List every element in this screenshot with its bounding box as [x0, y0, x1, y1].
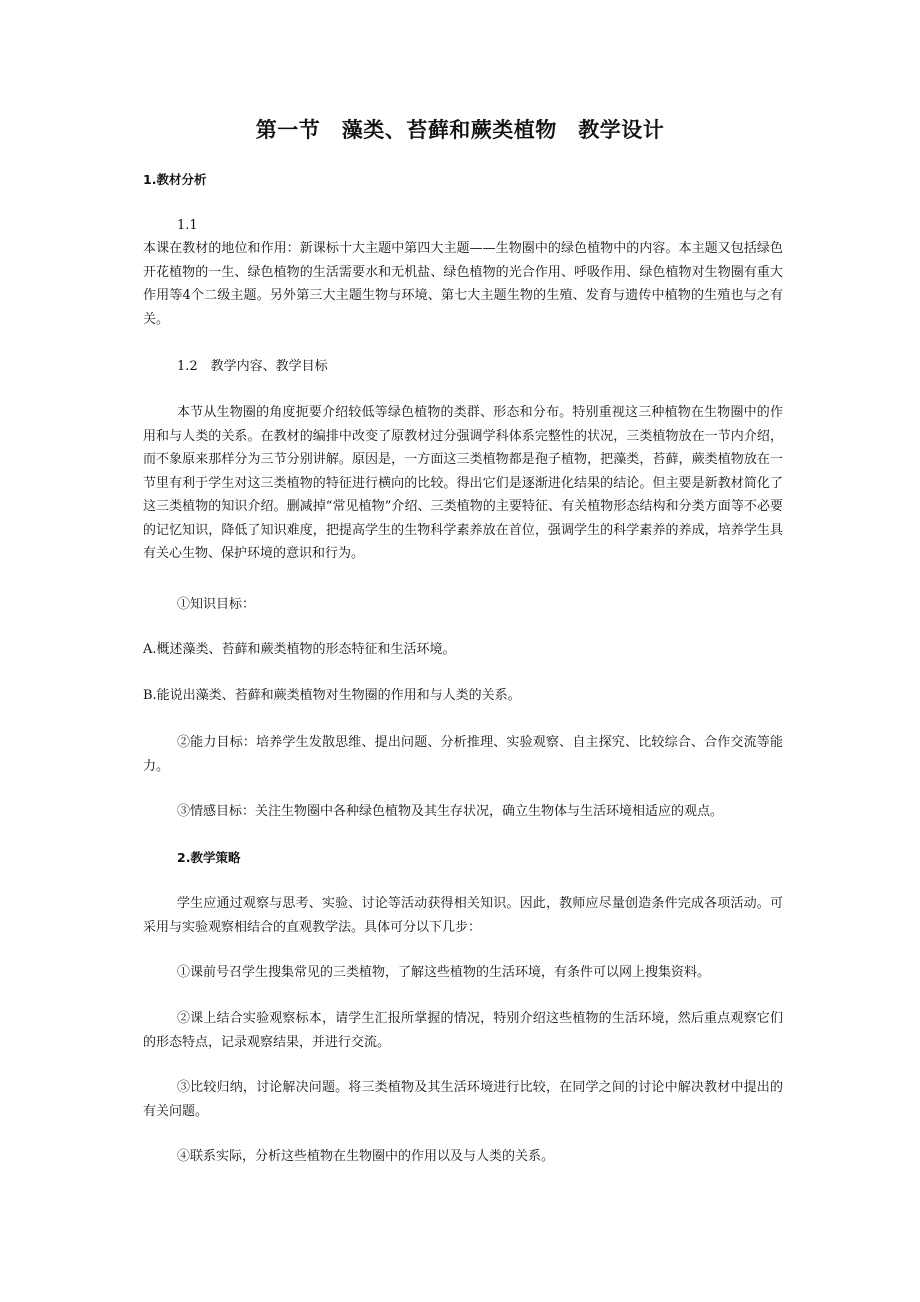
goal-a: A.概述藻类、苔藓和蕨类植物的形态特征和生活环境。 [143, 642, 456, 657]
section-heading-1: 1.教材分析 [143, 172, 207, 187]
strategy-step-2: ②课上结合实验观察标本，请学生汇报所掌握的情况，特别介绍这些植物的生活环境，然后重点观察它们的形态特点，记录观察结果，并进行交流。 [143, 1011, 783, 1050]
subsection-heading-1-2: 1.2 教学内容、教学目标 [177, 359, 328, 374]
strategy-step-1: ①课前号召学生搜集常见的三类植物，了解这些植物的生活环境，有条件可以网上搜集资料。 [177, 965, 711, 980]
paragraph-1-2: 本节从生物圈的角度扼要介绍较低等绿色植物的类群、形态和分布。特别重视这三种植物在生物圈中的作用和与人类的关系。在教材的编排中改变了原教材过分强调学科体系完整性的状况，三类植物放在一节内介绍，而不象原来那样分为三节分别讲解。原因是，一方面这三类植物都是孢子植物，把藻类，苔藓，蕨类植物放在一节里有利于学生对这三类植物的特征进行横向的比较。得出它们是逐渐进化结果的结论。但主要是新教材简化了这三类植物的知识介绍。删减掉“常见植物”介绍、三类植物的主要特征、有关植物形态结构和分类方面等不必要的记忆知识，降低了知识难度，把提高学生的生物科学素养放在首位，强调学生的科学素养的养成，培养学生具有关心生物、保护环境的意识和行为。 [143, 405, 783, 561]
ability-goal: ②能力目标：培养学生发散思维、提出问题、分析推理、实验观察、自主探究、比较综合、合作交流等能力。 [143, 735, 783, 774]
goal-b: B.能说出藻类、苔藓和蕨类植物对生物圈的作用和与人类的关系。 [143, 688, 521, 703]
section-heading-2: 2.教学策略 [177, 850, 241, 865]
subsection-number-1-1: 1.1 [177, 218, 198, 233]
paragraph-2: 学生应通过观察与思考、实验、讨论等活动获得相关知识。因此，教师应尽量创造条件完成各项活动。可采用与实验观察相结合的直观教学法。具体可分以下几步： [143, 896, 783, 935]
strategy-step-4: ④联系实际，分析这些植物在生物圈中的作用以及与人类的关系。 [177, 1149, 555, 1164]
emotion-goal: ③情感目标：关注生物圈中各种绿色植物及其生存状况，确立生物体与生活环境相适应的观点。 [177, 804, 724, 819]
page-title: 第一节 藻类、苔藓和蕨类植物 教学设计 [255, 118, 665, 142]
knowledge-goal-heading: ①知识目标： [177, 597, 256, 612]
strategy-step-3: ③比较归纳，讨论解决问题。将三类植物及其生活环境进行比较，在同学之间的讨论中解决教材中提出的有关问题。 [143, 1080, 783, 1119]
paragraph-1-1: 本课在教材的地位和作用：新课标十大主题中第四大主题——生物圈中的绿色植物中的内容。本主题又包括绿色开花植物的一生、绿色植物的生活需要水和无机盐、绿色植物的光合作用、呼吸作用、绿色植物对生物圈有重大作用等4个二级主题。另外第三大主题生物与环境、第七大主题生物的生殖、发育与遗传中植物的生殖也与之有关。 [143, 241, 783, 327]
